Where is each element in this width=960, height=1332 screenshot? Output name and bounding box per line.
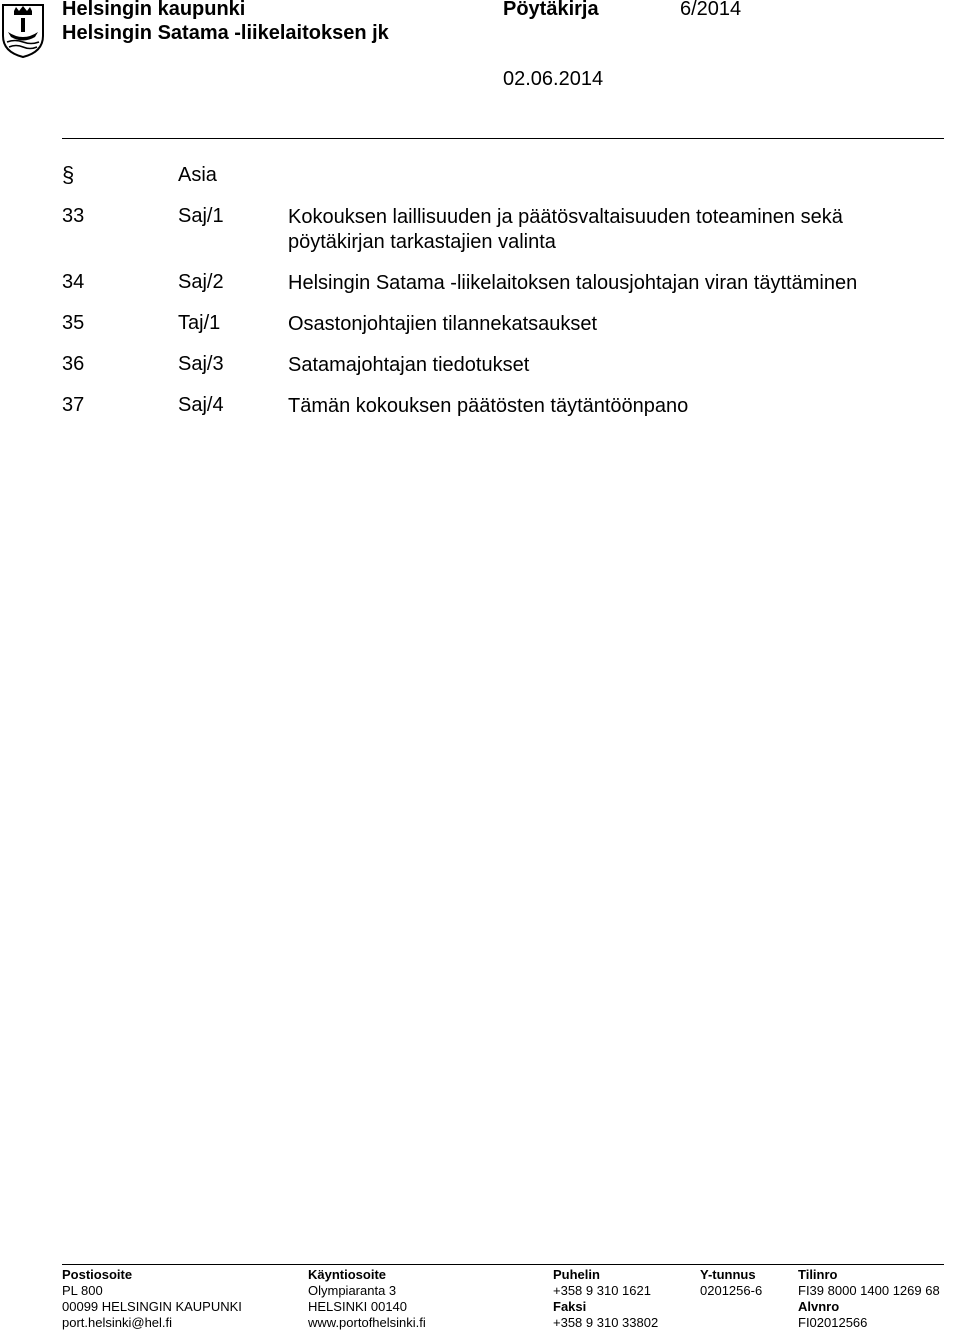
helsinki-coat-of-arms-logo	[0, 2, 46, 58]
footer-faksi-label: Faksi	[553, 1299, 587, 1314]
paragraph-symbol: §	[62, 162, 75, 187]
footer-divider	[62, 1264, 944, 1265]
footer-puhelin-value: +358 9 310 1621	[553, 1283, 651, 1298]
agenda-row-36-number: 36	[62, 353, 85, 375]
header-divider	[62, 138, 944, 139]
footer-postal-address	[62, 1267, 242, 1331]
footer-postiosoite-label: Postiosoite	[62, 1267, 133, 1282]
agenda-row-36-code: Saj/3	[178, 353, 224, 375]
footer-ytunnus-label: Y-tunnus	[700, 1267, 756, 1282]
document-date: 02.06.2014	[503, 68, 604, 90]
agenda-row-33-code: Saj/1	[178, 205, 224, 227]
footer-visiting-address	[308, 1267, 426, 1331]
footer-phone	[553, 1267, 658, 1331]
agenda-row-35-title: Osastonjohtajien tilannekatsaukset	[288, 313, 598, 335]
footer-alvnro-value: FI02012566	[798, 1315, 868, 1330]
document-type: Pöytäkirja	[503, 0, 599, 20]
footer-kayntiosoite-line1: Olympiaranta 3	[308, 1283, 397, 1298]
agenda-row-33-number: 33	[62, 205, 85, 227]
agenda-row-37-number: 37	[62, 394, 85, 416]
document-number: 6/2014	[680, 0, 742, 20]
footer-postiosoite-line2: 00099 HELSINGIN KAUPUNKI	[62, 1299, 242, 1314]
agenda-row-37-title: Tämän kokouksen päätösten täytäntöönpano	[288, 395, 689, 417]
footer-account	[798, 1267, 940, 1331]
organization-name: Helsingin kaupunki	[62, 0, 246, 20]
agenda-row-35-number: 35	[62, 312, 85, 334]
department-name: Helsingin Satama -liikelaitoksen jk	[62, 22, 389, 44]
footer-postiosoite-line1: PL 800	[62, 1283, 103, 1298]
footer-website: www.portofhelsinki.fi	[308, 1315, 426, 1330]
footer-kayntiosoite-label: Käyntiosoite	[308, 1267, 387, 1282]
agenda-row-34-title: Helsingin Satama -liikelaitoksen talousjohtajan viran täyttäminen	[288, 272, 858, 294]
agenda-row-36-title: Satamajohtajan tiedotukset	[288, 354, 530, 376]
agenda-row-34-code: Saj/2	[178, 271, 224, 293]
footer-tilinro-value: FI39 8000 1400 1269 68	[798, 1283, 940, 1298]
footer-kayntiosoite-line2: HELSINKI 00140	[308, 1299, 408, 1314]
agenda-row-33-title: Kokouksen laillisuuden ja päätösvaltaisuuden toteaminen sekä pöytäkirjan tarkastajien valinta	[288, 206, 843, 253]
agenda-row-35-code: Taj/1	[178, 312, 221, 334]
agenda-row-34-number: 34	[62, 271, 85, 293]
footer-puhelin-label: Puhelin	[553, 1267, 600, 1282]
footer-ytunnus-value: 0201256-6	[700, 1283, 763, 1298]
footer-faksi-value: +358 9 310 33802	[553, 1315, 659, 1330]
agenda-row-37-code: Saj/4	[178, 394, 224, 416]
footer-email: port.helsinki@hel.fi	[62, 1315, 173, 1330]
footer-tilinro-label: Tilinro	[798, 1267, 838, 1282]
footer-business-id	[700, 1267, 762, 1299]
footer-alvnro-label: Alvnro	[798, 1299, 840, 1314]
column-header-asia: Asia	[178, 164, 217, 186]
